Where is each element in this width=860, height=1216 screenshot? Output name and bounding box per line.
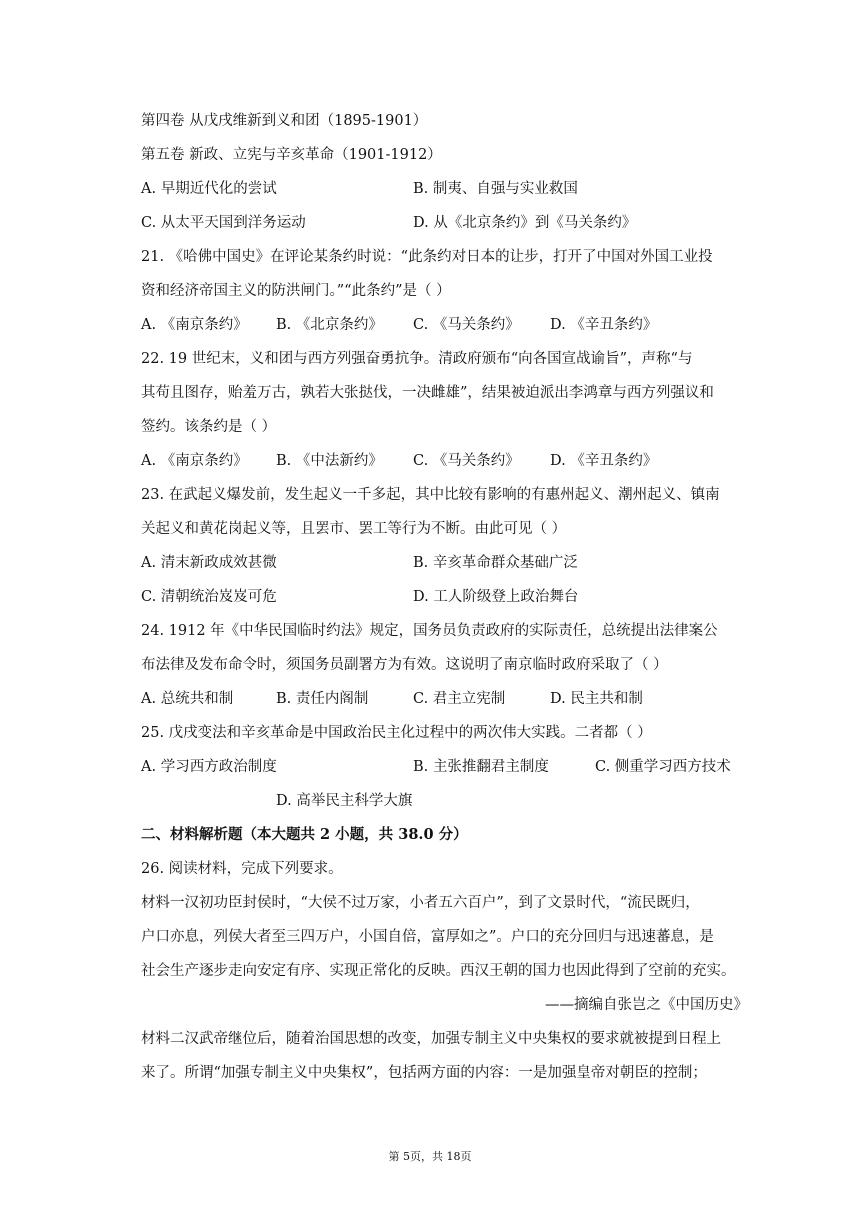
q21-option-d: D. 《辛丑条约》: [550, 317, 658, 333]
q23-option-b: B. 辛亥革命群众基础广泛: [413, 555, 578, 571]
q22-option-d: D. 《辛丑条约》: [550, 453, 658, 469]
q26-material1-line2: 户口亦息，列侯大者至三四万户，小国自倍，富厚如之”。户口的充分回归与迅速蕃息，是: [141, 929, 714, 945]
q26-material1-line3: 社会生产逐步走向安定有序、实现正常化的反映。西汉王朝的国力也因此得到了空前的充实。: [141, 963, 736, 979]
q22-stem-line3: 签约。该条约是（ ）: [141, 419, 277, 435]
q21-option-c: C. 《马关条约》: [413, 317, 520, 333]
q24-option-c: C. 君主立宪制: [413, 691, 506, 707]
q26-material2-line2: 来了。所谓“加强专制主义中央集权”，包括两方面的内容：一是加强皇帝对朝臣的控制；: [141, 1065, 707, 1081]
q25-option-d: D. 高举民主科学大旗: [276, 793, 413, 809]
q24-option-d: D. 民主共和制: [550, 691, 643, 707]
page-footer: 第 5页，共 18页: [388, 1150, 472, 1163]
q22-option-c: C. 《马关条约》: [413, 453, 520, 469]
q25-option-a: A. 学习西方政治制度: [141, 759, 277, 775]
q23-option-c: C. 清朝统治岌岌可危: [141, 589, 277, 605]
q23-option-d: D. 工人阶级登上政治舞台: [413, 589, 579, 605]
q22-stem-line1: 22. 19 世纪末，义和团与西方列强奋勇抗争。清政府颁布“向各国宣战谕旨”，声称“与: [141, 351, 693, 367]
volume-4-line: 第四卷 从戊戌维新到义和团（1895-1901）: [141, 113, 428, 129]
q24-option-a: A. 总统共和制: [141, 691, 234, 707]
q20-option-d: D. 从《北京条约》到《马关条约》: [413, 215, 637, 231]
q21-option-b: B. 《北京条约》: [276, 317, 383, 333]
q22-stem-line2: 其苟且图存，贻羞万古，孰若大张挞伐，一决雌雄”，结果被迫派出李鸿章与西方列强议和: [141, 385, 714, 401]
q26-material1-line1: 材料一汉初功臣封侯时，“大侯不过万家，小者五六百户”，到了文景时代，“流民既归，: [141, 895, 700, 911]
q21-stem-line1: 21. 《哈佛中国史》在评论某条约时说：“此条约对日本的让步，打开了中国对外国工业投: [141, 249, 713, 265]
q25-option-c: C. 侧重学习西方技术: [595, 759, 731, 775]
section-2-heading: 二、材料解析题（本大题共 2 小题，共 38.0 分）: [141, 826, 468, 843]
q20-option-a: A. 早期近代化的尝试: [141, 181, 277, 197]
q23-stem-line2: 关起义和黄花岗起义等，且罢市、罢工等行为不断。由此可见（ ）: [141, 521, 567, 537]
q25-option-b: B. 主张推翻君主制度: [413, 759, 549, 775]
q22-option-a: A. 《南京条约》: [141, 453, 248, 469]
q23-option-a: A. 清末新政成效甚微: [141, 555, 277, 571]
q24-option-b: B. 责任内阁制: [276, 691, 369, 707]
q24-stem-line1: 24. 1912 年《中华民国临时约法》规定，国务员负责政府的实际责任，总统提出法律案公: [141, 623, 718, 639]
q26-material1-source: ——摘编自张岂之《中国历史》: [545, 997, 748, 1013]
q25-stem-line1: 25. 戊戌变法和辛亥革命是中国政治民主化过程中的两次伟大实践。二者都（ ）: [141, 725, 652, 741]
q20-option-c: C. 从太平天国到洋务运动: [141, 215, 306, 231]
volume-5-line: 第五卷 新政、立宪与辛亥革命（1901-1912）: [141, 147, 442, 163]
q20-option-b: B. 制夷、自强与实业救国: [413, 181, 578, 197]
q26-material2-line1: 材料二汉武帝继位后，随着治国思想的改变，加强专制主义中央集权的要求就被提到日程上: [141, 1031, 721, 1047]
q24-stem-line2: 布法律及发布命令时，须国务员副署方为有效。这说明了南京临时政府采取了（ ）: [141, 657, 668, 673]
q22-option-b: B. 《中法新约》: [276, 453, 383, 469]
q21-option-a: A. 《南京条约》: [141, 317, 248, 333]
q26-stem: 26. 阅读材料，完成下列要求。: [141, 861, 343, 877]
q21-stem-line2: 资和经济帝国主义的防洪闸门。”“此条约”是（ ）: [141, 283, 451, 299]
q23-stem-line1: 23. 在武起义爆发前，发生起义一千多起，其中比较有影响的有惠州起义、潮州起义、镇南: [141, 487, 720, 503]
